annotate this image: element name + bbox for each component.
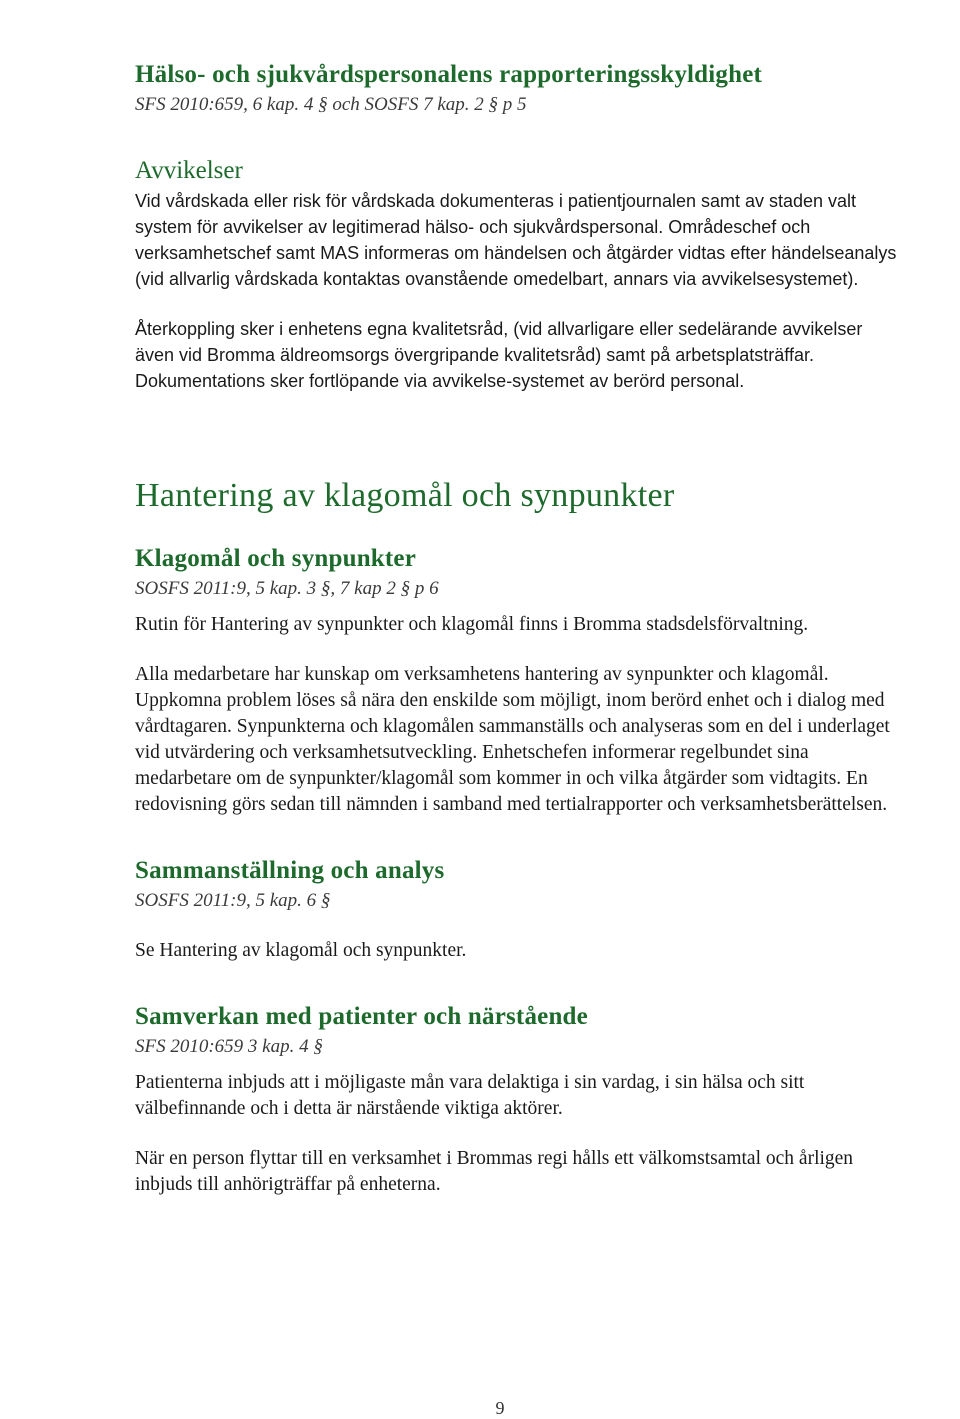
paragraph-klagomal-hantering: Alla medarbetare har kunskap om verksamhetens hantering av synpunkter och klagomål. Uppkomna problem löses så nära den enskilde som möjligt, inom berörd enhet och i dialog med vårdtagaren. Synpunkterna och klagomålen sammanställs och analyseras som en del i underlaget vid utvärdering och verksamhetsutveckling. Enhetschefen informerar regelbundet sina medarbetare om de synpunkter/klagomål som kommer in och vilka åtgärder som vidtagits. En redovisning görs sedan till nämnden i samband med tertialrapporter och verksamhetsberättelsen.	[135, 664, 890, 815]
page-number: 9	[495, 1398, 505, 1418]
paragraph-avvikelser-1: Vid vårdskada eller risk för vårdskada dokumenteras i patientjournalen samt av staden valt system för avvikelser av legitimerad hälso- och sjukvårdspersonal. Områdeschef och verksamhetschef samt MAS informeras om händelsen och åtgärder vidtas efter händelseanalys (vid allvarlig vårdskada kontaktas ovanstående omedelbart, annars via avvikelsesystemet).	[135, 191, 897, 289]
reference-samverkan: SFS 2010:659 3 kap. 4 §	[135, 1036, 323, 1057]
paragraph-samverkan-1: Patienterna inbjuds att i möjligaste mån vara delaktiga i sin vardag, i sin hälsa och sitt välbefinnande och i detta är närstående viktiga aktörer.	[135, 1072, 805, 1119]
reference-sammanstallning: SOSFS 2011:9, 5 kap. 6 §	[135, 890, 331, 911]
reference-rapporteringsskyldighet: SFS 2010:659, 6 kap. 4 § och SOSFS 7 kap. 2 § p 5	[135, 94, 527, 115]
heading-hantering-klagomal: Hantering av klagomål och synpunkter	[135, 477, 675, 514]
heading-rapporteringsskyldighet: Hälso- och sjukvårdspersonalens rapporteringsskyldighet	[135, 61, 763, 88]
heading-avvikelser: Avvikelser	[135, 157, 243, 184]
heading-samverkan: Samverkan med patienter och närstående	[135, 1003, 588, 1030]
reference-klagomal: SOSFS 2011:9, 5 kap. 3 §, 7 kap 2 § p 6	[135, 578, 439, 599]
paragraph-klagomal-rutin: Rutin för Hantering av synpunkter och klagomål finns i Bromma stadsdelsförvaltning.	[135, 614, 809, 635]
paragraph-samverkan-2: När en person flyttar till en verksamhet i Brommas regi hålls ett välkomstsamtal och årligen inbjuds till anhörigträffar på enheterna.	[135, 1148, 854, 1195]
document-page	[135, 58, 905, 1198]
paragraph-sammanstallning: Se Hantering av klagomål och synpunkter.	[135, 940, 467, 961]
heading-klagomal-synpunkter: Klagomål och synpunkter	[135, 545, 417, 572]
heading-sammanstallning: Sammanställning och analys	[135, 857, 445, 884]
paragraph-avvikelser-2: Återkoppling sker i enhetens egna kvalitetsråd, (vid allvarligare eller sedelärande avvikelser även vid Bromma äldreomsorgs övergripande kvalitetsråd) samt på arbetsplatsträffar. Dokumentations sker fortlöpande via avvikelse-systemet av berörd personal.	[135, 319, 863, 391]
